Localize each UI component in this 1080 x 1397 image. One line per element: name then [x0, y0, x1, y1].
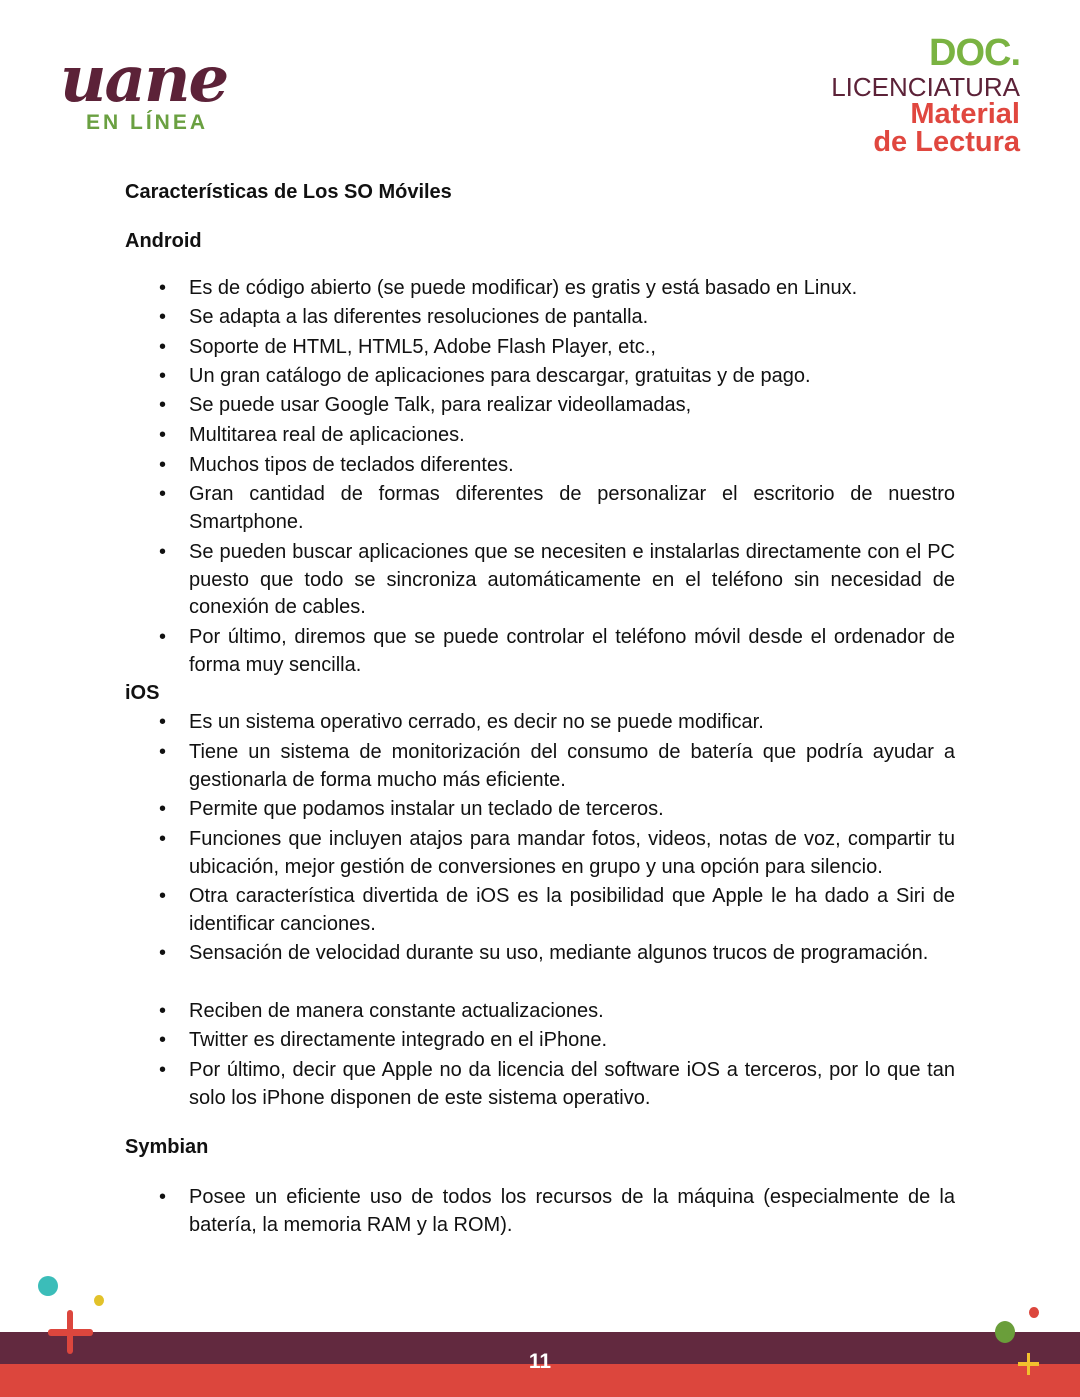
list-item: • Se pueden buscar aplicaciones que se necesiten e instalarlas directamente con el PC puesto que todo se sincroniza automáticamente en el teléfono sin necesidad de conexión de cables.	[189, 539, 955, 622]
yellow-plus-decoration-h	[1018, 1362, 1039, 1366]
red-dot-decoration	[1029, 1307, 1039, 1318]
doc-label: DOC.	[929, 32, 1020, 74]
material-label-1: Material	[910, 98, 1020, 130]
teal-dot-decoration	[38, 1276, 58, 1296]
uane-logo: uane	[60, 42, 228, 117]
section-heading-symbian: Symbian	[125, 1136, 209, 1158]
list-item: • Permite que podamos instalar un teclado de terceros.	[189, 796, 955, 824]
uane-logo-subtitle: EN LÍNEA	[86, 111, 209, 134]
program-label: LICENCIATURA	[831, 72, 1020, 102]
list-item: • Se adapta a las diferentes resoluciones de pantalla.	[189, 304, 955, 332]
plus-decoration-h	[48, 1329, 93, 1336]
material-label-2: de Lectura	[873, 126, 1020, 158]
list-item: • Por último, diremos que se puede controlar el teléfono móvil desde el ordenador de forma muy sencilla.	[189, 624, 955, 679]
list-item: • Tiene un sistema de monitorización del consumo de batería que podría ayudar a gestionarla de forma mucho más eficiente.	[189, 739, 955, 794]
list-item: • Muchos tipos de teclados diferentes.	[189, 452, 955, 480]
doc-badge	[831, 34, 1020, 156]
list-item: • Posee un eficiente uso de todos los recursos de la máquina (especialmente de la batería, la memoria RAM y la ROM).	[189, 1184, 955, 1239]
list-item: • Funciones que incluyen atajos para mandar fotos, videos, notas de voz, compartir tu ubicación, mejor gestión de conversiones en grupo y una opción para silencio.	[189, 826, 955, 881]
list-item: • Multitarea real de aplicaciones.	[189, 422, 955, 450]
list-item: • Reciben de manera constante actualizaciones.	[189, 998, 955, 1026]
list-item: • Un gran catálogo de aplicaciones para descargar, gratuitas y de pago.	[189, 363, 955, 391]
list-item: • Twitter es directamente integrado en el iPhone.	[189, 1027, 955, 1055]
page-title: Características de Los SO Móviles	[125, 181, 452, 203]
list-item: • Se puede usar Google Talk, para realizar videollamadas,	[189, 392, 955, 420]
list-item: • Soporte de HTML, HTML5, Adobe Flash Player, etc.,	[189, 334, 955, 362]
section-heading-ios: iOS	[125, 682, 160, 704]
list-item: • Es un sistema operativo cerrado, es decir no se puede modificar.	[189, 709, 955, 737]
list-item: • Gran cantidad de formas diferentes de personalizar el escritorio de nuestro Smartphone.	[189, 481, 955, 536]
list-item: • Otra característica divertida de iOS es la posibilidad que Apple le ha dado a Siri de identificar canciones.	[189, 883, 955, 938]
yellow-dot-decoration	[94, 1295, 104, 1306]
green-dot-decoration	[995, 1321, 1015, 1343]
page-number: 11	[528, 1350, 552, 1373]
section-heading-android: Android	[125, 230, 202, 252]
list-item: • Es de código abierto (se puede modificar) es gratis y está basado en Linux.	[189, 275, 955, 303]
list-item: • Sensación de velocidad durante su uso, mediante algunos trucos de programación.	[189, 940, 955, 968]
list-item: • Por último, decir que Apple no da licencia del software iOS a terceros, por lo que tan solo los iPhone disponen de este sistema operativo.	[189, 1057, 955, 1112]
